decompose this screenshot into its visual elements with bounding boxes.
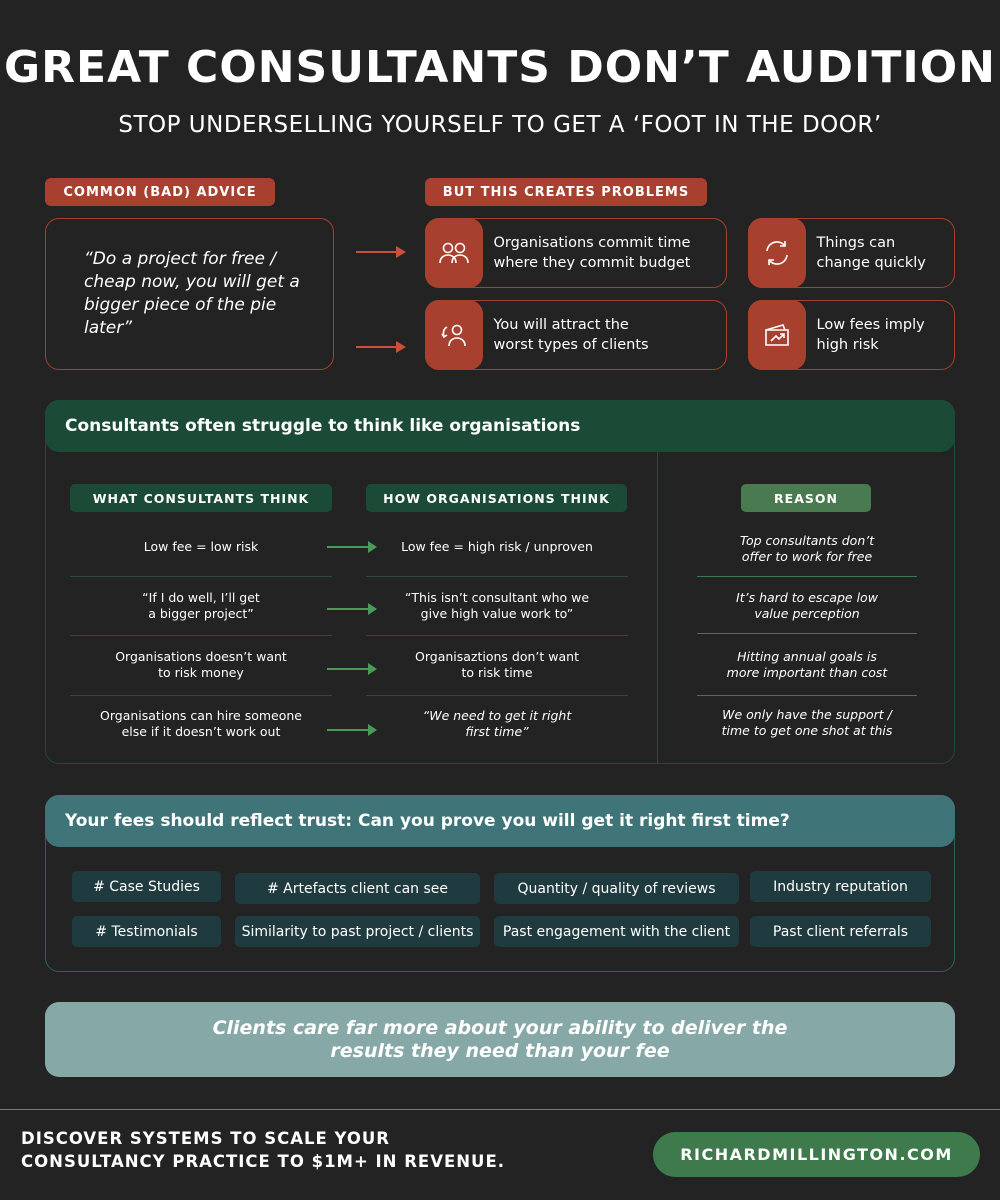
people-icon bbox=[425, 218, 483, 288]
trust-chip: Past client referrals bbox=[750, 916, 931, 947]
footer-divider bbox=[0, 1109, 1000, 1110]
arrow-right-icon bbox=[356, 251, 404, 253]
organisation-thought: Low fee = high risk / unproven bbox=[401, 539, 593, 554]
footer-text: DISCOVER SYSTEMS TO SCALE YOUR CONSULTANCY PRACTICE TO $1M+ IN REVENUE. bbox=[21, 1129, 505, 1171]
trust-chip: # Testimonials bbox=[72, 916, 221, 947]
row-divider bbox=[70, 576, 332, 577]
row-divider bbox=[366, 635, 628, 636]
reason-text: We only have the support / time to get one shot at this bbox=[721, 707, 893, 738]
reason-text: Top consultants don’t offer to work for free bbox=[739, 533, 875, 564]
conclusion-banner: Clients care far more about your ability to deliver the results they need than your fee bbox=[45, 1002, 955, 1077]
organisation-thought: Organisaztions don’t want to risk time bbox=[415, 649, 579, 680]
page-title: GREAT CONSULTANTS DON’T AUDITION bbox=[4, 42, 996, 93]
problem-text: Low fees imply high risk bbox=[816, 317, 925, 353]
trust-chip: Past engagement with the client bbox=[494, 916, 739, 947]
organisation-thought: “We need to get it right first time” bbox=[422, 708, 572, 739]
trust-heading: Your fees should reflect trust: Can you prove you will get it right first time? bbox=[45, 795, 955, 847]
wallet-trend-icon bbox=[748, 300, 806, 370]
user-rotate-icon bbox=[425, 300, 483, 370]
consultant-thought: Organisations can hire someone else if it doesn’t work out bbox=[100, 708, 302, 739]
bad-advice-tag: COMMON (BAD) ADVICE bbox=[45, 178, 275, 206]
row-divider bbox=[366, 576, 628, 577]
problem-text: Things can change quickly bbox=[816, 235, 926, 271]
arrow-right-icon bbox=[356, 346, 404, 348]
reason-column-header: REASON bbox=[741, 484, 871, 512]
row-divider bbox=[70, 635, 332, 636]
trust-chip: Quantity / quality of reviews bbox=[494, 873, 739, 904]
refresh-icon bbox=[748, 218, 806, 288]
consultants-column-header: WHAT CONSULTANTS THINK bbox=[70, 484, 332, 512]
page-subtitle: STOP UNDERSELLING YOURSELF TO GET A ‘FOOT IN THE DOOR’ bbox=[118, 112, 882, 138]
problem-text: Organisations commit time where they commit budget bbox=[493, 235, 691, 271]
bad-advice-quote: “Do a project for free / cheap now, you will get a bigger piece of the pie later” bbox=[84, 249, 300, 338]
trust-chip: Similarity to past project / clients bbox=[235, 916, 480, 947]
problem-card bbox=[748, 218, 955, 288]
consultant-thought: “If I do well, I’ll get a bigger project” bbox=[142, 590, 260, 621]
row-divider bbox=[697, 633, 917, 634]
problem-text: You will attract the worst types of clients bbox=[493, 317, 649, 353]
website-button[interactable]: RICHARDMILLINGTON.COM bbox=[653, 1132, 980, 1177]
trust-chip: # Artefacts client can see bbox=[235, 873, 480, 904]
row-divider bbox=[697, 576, 917, 577]
problem-card bbox=[425, 300, 727, 370]
row-divider bbox=[366, 695, 628, 696]
bad-advice-quote-box bbox=[45, 218, 334, 370]
organisation-thought: “This isn’t consultant who we give high value work to” bbox=[404, 590, 590, 621]
reason-text: It’s hard to escape low value perception bbox=[736, 590, 878, 621]
problem-card bbox=[748, 300, 955, 370]
row-divider bbox=[697, 695, 917, 696]
consultant-thought: Organisations doesn’t want to risk money bbox=[115, 649, 287, 680]
trust-chip: Industry reputation bbox=[750, 871, 931, 902]
trust-chip: # Case Studies bbox=[72, 871, 221, 902]
consultant-thought: Low fee = low risk bbox=[143, 539, 259, 554]
row-divider bbox=[70, 695, 332, 696]
thinking-heading: Consultants often struggle to think like organisations bbox=[45, 400, 955, 452]
problem-card bbox=[425, 218, 727, 288]
problems-tag: BUT THIS CREATES PROBLEMS bbox=[425, 178, 707, 206]
reason-text: Hitting annual goals is more important than cost bbox=[726, 649, 888, 680]
divider bbox=[657, 452, 658, 763]
organisations-column-header: HOW ORGANISATIONS THINK bbox=[366, 484, 627, 512]
